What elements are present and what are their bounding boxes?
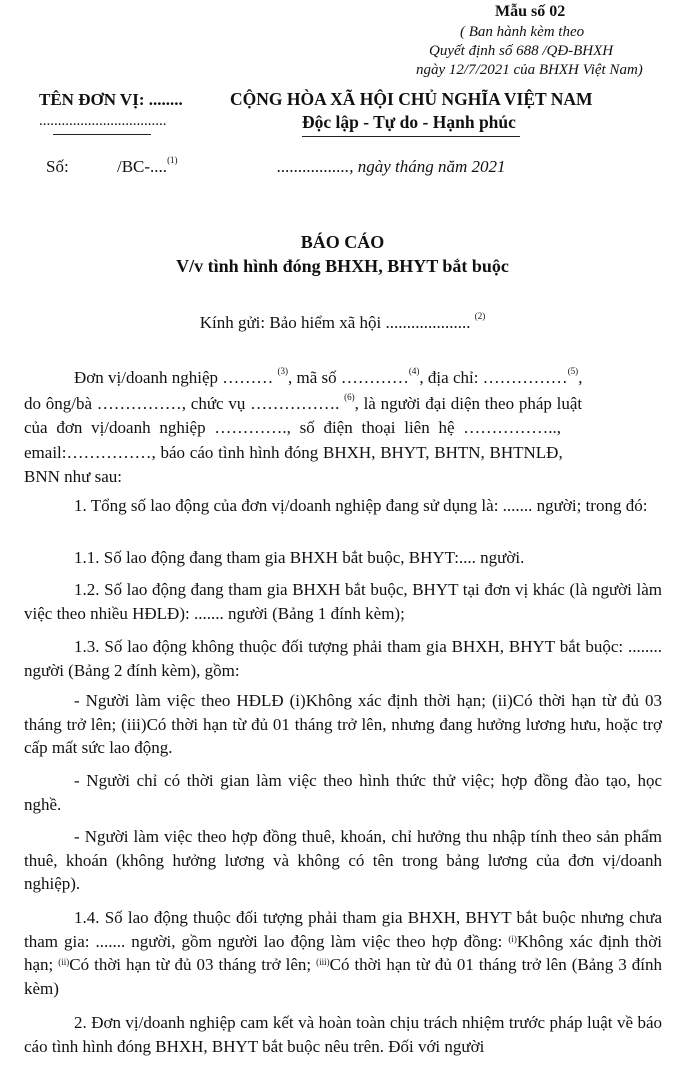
unit-divider xyxy=(53,134,151,135)
document-number-label: Số: xyxy=(46,157,69,176)
intro-line-1 xyxy=(74,368,582,388)
section-2: 2. Đơn vị/doanh nghiệp cam kết và hoàn toàn chịu trách nhiệm trước pháp luật về báo cáo tình hình đóng BHXH, BHYT bắt buộc nêu trên. Đối với người xyxy=(24,1013,662,1056)
nation-heading: CỘNG HÒA XÃ HỘI CHỦ NGHĨA VIỆT NAM xyxy=(230,89,593,109)
intro-text: , xyxy=(578,368,583,387)
footnote-marker: (6) xyxy=(344,392,355,402)
intro-text: do ông/bà ……………, chức vụ ……………. xyxy=(24,394,345,413)
document-number-code-text: /BC-.... xyxy=(117,157,168,176)
intro-line-2 xyxy=(24,394,582,414)
bullet-item: - Người chỉ có thời gian làm việc theo hình thức thử việc; hợp đồng đào tạo, học nghề. xyxy=(24,771,662,814)
form-note-line-3: ngày 12/7/2021 của BHXH Việt Nam) xyxy=(416,62,643,78)
section-text: Có thời hạn từ đủ 03 tháng trở lên; xyxy=(69,955,317,975)
footnote-marker: (i) xyxy=(508,933,517,944)
motto-divider xyxy=(302,136,520,137)
national-motto: Độc lập - Tự do - Hạnh phúc xyxy=(302,112,516,132)
intro-line-4: email:……………, báo cáo tình hình đóng BHXH, BHYT, BHTN, BHTNLĐ, xyxy=(24,443,563,462)
form-note-line-2: Quyết định số 688 /QĐ-BHXH xyxy=(429,43,614,59)
footnote-marker: (2) xyxy=(474,311,486,321)
bullet-item: - Người làm việc theo HĐLĐ (i)Không xác định thời hạn; (ii)Có thời hạn từ đủ 03 tháng trở lên; (iii)Có thời hạn từ đủ 01 tháng trở lên, nhưng đang hưởng lương hưu, hoặc trợ cấp mất sức lao động. xyxy=(24,691,662,758)
document-number-code xyxy=(117,157,178,177)
section-text: Không xác định thời hạn; xyxy=(24,931,662,975)
footnote-marker: (1) xyxy=(167,155,178,165)
footnote-marker: (3) xyxy=(277,366,289,376)
footnote-marker: (4) xyxy=(408,366,420,376)
unit-name-dots: .................................. xyxy=(39,113,167,129)
date-line: ................., ngày tháng năm 2021 xyxy=(277,157,506,176)
addressee-text: Kính gửi: Bảo hiểm xã hội .................... xyxy=(199,313,471,332)
report-title: BÁO CÁO xyxy=(300,232,385,252)
section-1-1: 1.1. Số lao động đang tham gia BHXH bắt buộc, BHYT:.... người. xyxy=(74,548,525,567)
section-1-2: 1.2. Số lao động đang tham gia BHXH bắt buộc, BHYT tại đơn vị khác (là người làm việc theo nhiều HĐLĐ): ....... người (Bảng 1 đính kèm); xyxy=(24,580,662,623)
form-note-line-1: ( Ban hành kèm theo xyxy=(460,24,585,40)
section-text: Có thời hạn từ đủ 01 tháng trở lên (Bảng 3 đính kèm) xyxy=(24,955,662,999)
section-1-4 xyxy=(24,906,662,1001)
bullet-item: - Người làm việc theo hợp đồng thuê, khoán, chỉ hưởng thu nhập tính theo sản phẩm thuê, khoán (không hưởng lương và không có tên trong bảng lương của đơn vị/doanh nghiệp). xyxy=(24,827,662,894)
footnote-marker: (iii) xyxy=(316,957,330,968)
footnote-marker: (5) xyxy=(567,366,579,376)
form-code: Mẫu số 02 xyxy=(495,3,566,20)
section-1: 1. Tổng số lao động của đơn vị/doanh nghiệp đang sử dụng là: ....... người; trong đó: xyxy=(74,496,648,515)
intro-line-3: của đơn vị/doanh nghiệp …………., số điện thoại liên hệ …………….., xyxy=(24,418,562,437)
section-1-3: 1.3. Số lao động không thuộc đối tượng phải tham gia BHXH, BHYT bắt buộc: ........ người (Bảng 2 đính kèm), gồm: xyxy=(24,637,662,680)
intro-text: , mã số ………… xyxy=(288,368,409,387)
footnote-marker: (ii) xyxy=(58,957,70,968)
section-text: 1.4. Số lao động thuộc đối tượng phải tham gia BHXH, BHYT bắt buộc nhưng chưa tham gia: ....... người, gồm người lao động làm việc theo hợp đồng: xyxy=(24,908,662,951)
unit-name: TÊN ĐƠN VỊ: ........ xyxy=(39,90,183,109)
intro-line-5: BNN như sau: xyxy=(24,467,122,486)
intro-text: , địa chỉ: …………… xyxy=(419,368,568,387)
intro-text: , là người đại diện theo pháp luật xyxy=(354,394,583,413)
addressee xyxy=(0,313,685,333)
intro-text: Đơn vị/doanh nghiệp ……… xyxy=(74,368,278,387)
report-subject: V/v tình hình đóng BHXH, BHYT bắt buộc xyxy=(176,256,509,276)
